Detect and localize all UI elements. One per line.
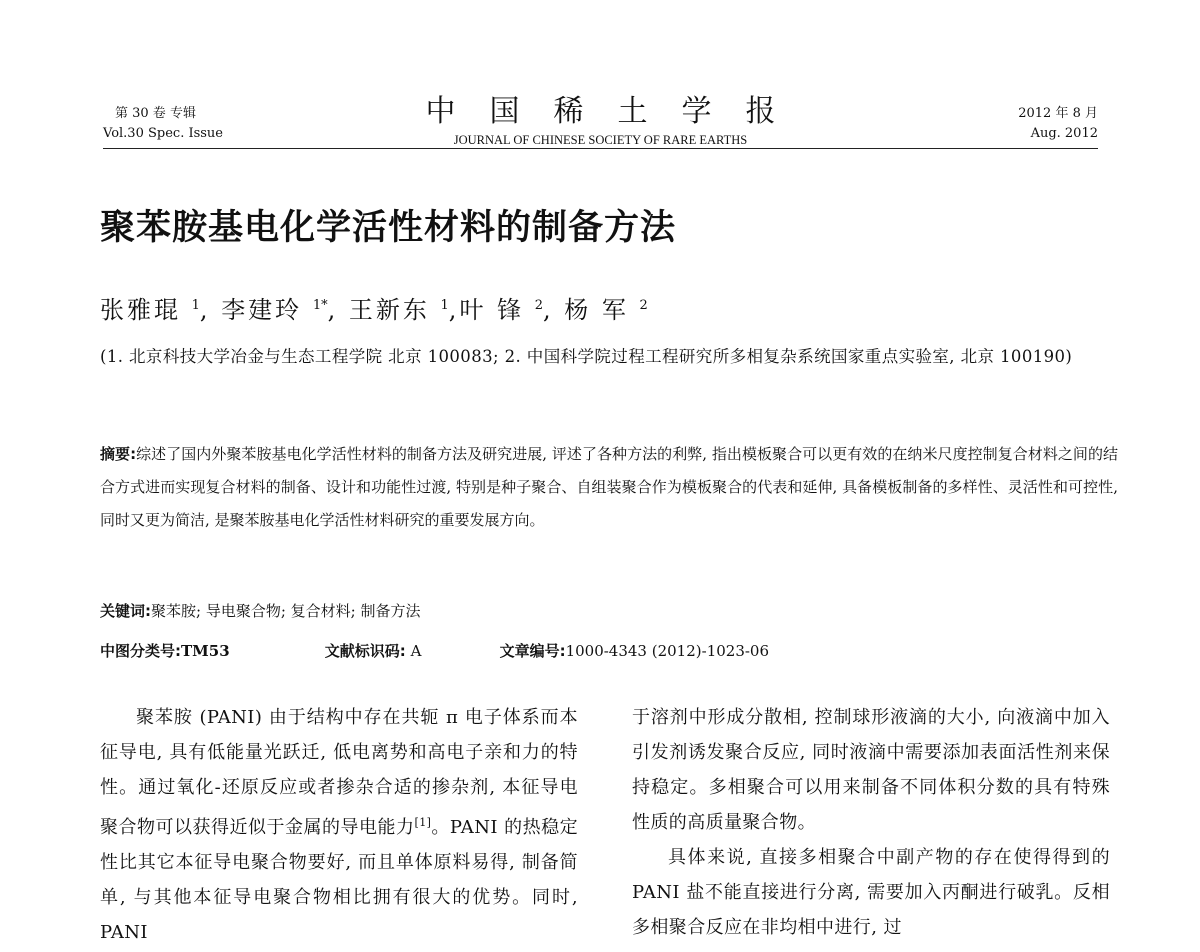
author-name: 叶 锋: [459, 296, 525, 324]
keywords-label: 关键词:: [100, 602, 151, 620]
journal-name-en: JOURNAL OF CHINESE SOCIETY OF RARE EARTHS: [453, 133, 748, 147]
volume-cn: 第 30 卷 专辑: [115, 106, 196, 121]
abstract: [100, 438, 1118, 537]
keywords: [100, 598, 420, 624]
author-affil-mark: 2: [639, 298, 648, 313]
header-rule: [103, 148, 1098, 149]
doc-value: A: [410, 642, 422, 660]
author-list: 张雅琨 $^1$, 李建玲 $^{1*}$, 王新东 $^1$,叶 锋 $^2$, 杨 军 $^2$: [100, 296, 648, 324]
paragraph-text: 聚苯胺 (PANI) 由于结构中存在共轭 π 电子体系而本征导电, 具有低能量光跃迁, 低电离势和高电子亲和力的特性。通过氧化-还原反应或者掺杂合适的掺杂剂, 本征导电聚合物可以获得近似于金属的导电能力: [100, 707, 578, 838]
document-code: [325, 638, 495, 664]
clc-value: TM53: [181, 642, 230, 660]
author-affil-mark: 2: [534, 298, 543, 313]
art-value: 1000-4343 (2012)-1023-06: [565, 642, 770, 660]
date-en: Aug. 2012: [1030, 126, 1098, 141]
paper-title: 聚苯胺基电化学活性材料的制备方法: [100, 208, 677, 248]
body-paragraph: 具体来说, 直接多相聚合中副产物的存在使得得到的 PANI 盐不能直接进行分离, 需要加入丙酮进行破乳。反相多相聚合反应在非均相中进行, 过: [632, 847, 1110, 938]
clc-number: [100, 638, 320, 664]
clc-label: 中图分类号:: [100, 642, 181, 660]
abstract-label: 摘要:: [100, 445, 137, 463]
article-number: [500, 638, 769, 664]
citation-ref: [1]: [414, 816, 432, 829]
body-column-right: [632, 700, 1110, 945]
author-affil-mark: 1: [440, 298, 449, 313]
journal-name-cn: 中国稀土学报: [425, 94, 810, 129]
art-label: 文章编号:: [499, 642, 566, 660]
date-cn: 2012 年 8 月: [1018, 106, 1098, 121]
volume-en: Vol.30 Spec. Issue: [103, 126, 223, 141]
affiliations: (1. 北京科技大学冶金与生态工程学院 北京 100083; 2. 中国科学院过程工程研究所多相复杂系统国家重点实验室, 北京 100190): [100, 347, 1073, 366]
classification-line: [100, 638, 1100, 664]
keywords-text: 聚苯胺; 导电聚合物; 复合材料; 制备方法: [151, 602, 421, 620]
author-name: 王新东: [348, 296, 430, 324]
body-paragraph: [100, 700, 578, 950]
author-name: 杨 军: [564, 296, 629, 324]
doc-label: 文献标识码:: [324, 642, 406, 660]
author-affil-mark: 1*: [312, 298, 328, 313]
body-paragraph: 于溶剂中形成分散相, 控制球形液滴的大小, 向液滴中加入引发剂诱发聚合反应, 同时液滴中需要添加表面活性剂来保持稳定。多相聚合可以用来制备不同体积分数的具有特殊性质的高质量聚合物。: [632, 707, 1110, 833]
author-name: 李建玲: [221, 296, 303, 324]
body-column-left: [100, 700, 578, 950]
journal-name: [103, 92, 1098, 148]
abstract-text: 综述了国内外聚苯胺基电化学活性材料的制备方法及研究进展, 评述了各种方法的利弊, 指出模板聚合可以更有效的在纳米尺度控制复合材料之间的结合方式进而实现复合材料的制备、设计和功能性过渡, 特别是种子聚合、自组装聚合作为模板聚合的代表和延伸, 具备模板制备的多样性、灵活性和可控性, 同时又更为简洁, 是聚苯胺基电化学活性材料研究的重要发展方向。: [100, 445, 1118, 529]
journal-header: [103, 92, 1098, 150]
author-affil-mark: 1: [191, 298, 200, 313]
author-name: 张雅琨: [100, 296, 181, 324]
issue-date: [1018, 104, 1098, 144]
paragraph-text-cont: 。PANI 的热稳定性比其它本征导电聚合物要好, 而且单体原料易得, 制备简单, 与其他本征导电聚合物相比拥有很大的优势。同时, PANI: [100, 817, 578, 943]
